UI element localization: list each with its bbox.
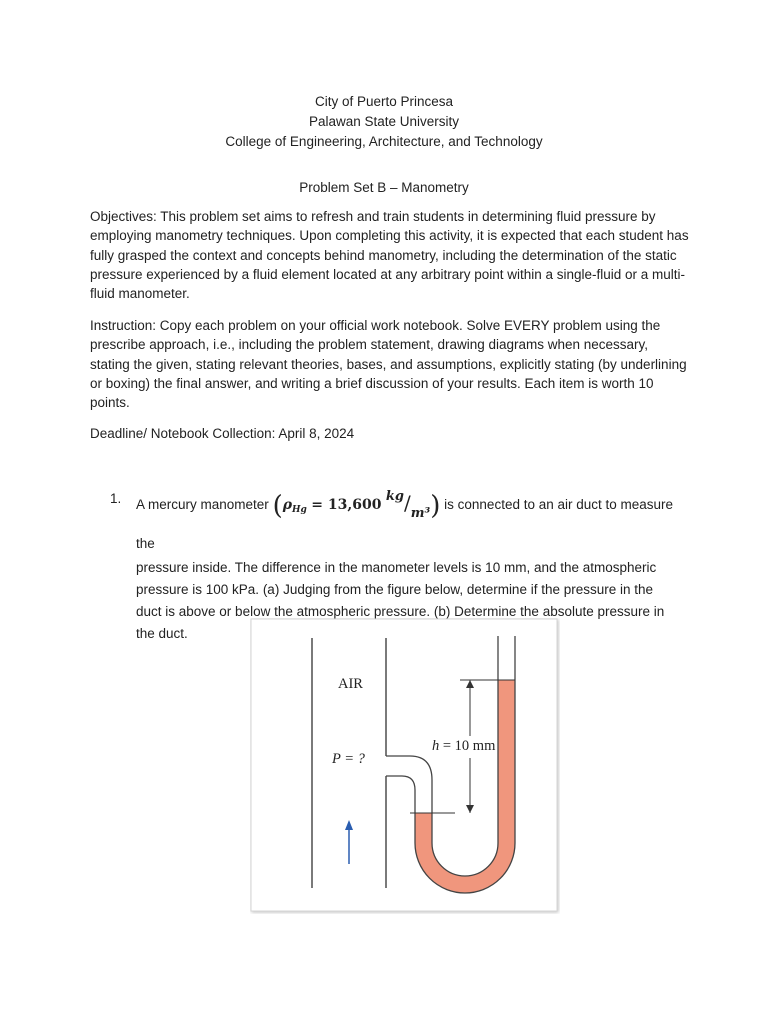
header-city: City of Puerto Princesa [314, 94, 454, 109]
problem-rest: pressure inside. The difference in the manometer levels is 10 mm, and the atmospheric pressure is 100 kPa. (a) Judging from the figure below, determine if the pressure in the duct is above or below the atmospheric pressure. (b) Determine the absolute pressure in the duct. [136, 560, 665, 641]
pressure-label: P = ? [332, 751, 365, 767]
problem-first-line [136, 482, 676, 559]
header-college: College of Engineering, Architecture, and Technology [225, 134, 543, 149]
objectives-paragraph: Objectives: This problem set aims to refresh and train students in determining fluid pressure by employing manometry techniques. Upon completing this activity, it is expected that each student has fully grasped the context and concepts behind manometry, including the determination of the static pressure experienced by a fluid element located at any arbitrary point within a single-fluid or a multi-fluid manometer. [90, 209, 689, 302]
height-value: = 10 mm [442, 738, 496, 754]
formula-value: = 13,600 [311, 497, 382, 513]
density-formula [272, 489, 441, 521]
manometer-diagram [250, 618, 560, 914]
instruction-paragraph: Instruction: Copy each problem on your official work notebook. Solve EVERY problem using the prescribe approach, i.e., including the problem statement, drawing diagrams when necessary, stating the given, stating relevant theories, bases, and assumptions, explicitly stating (by underlining or boxing) the final answer, and writing a brief discussion of your results. Each item is worth 10 points. [90, 318, 687, 411]
formula-unit-numerator: kg [385, 489, 405, 504]
height-variable: h [432, 738, 440, 754]
formula-rho: ρ [282, 497, 293, 513]
document-header [0, 92, 768, 152]
header-university: Palawan State University [308, 114, 460, 129]
manometer-figure [250, 618, 560, 914]
formula-slash: / [404, 491, 411, 515]
height-label [432, 738, 495, 755]
problem-intro: A mercury manometer [136, 497, 269, 512]
problem-number: 1. [110, 491, 122, 506]
formula-close-paren: ) [430, 491, 441, 521]
problem-after-formula: is connected to an air duct to measure the [136, 497, 674, 551]
problem-set-title: Problem Set B – Manometry [299, 180, 469, 195]
air-label: AIR [338, 676, 363, 692]
formula-unit-denominator: m³ [410, 506, 431, 521]
formula-open-paren: ( [272, 491, 283, 521]
formula-subscript: Hg [292, 505, 307, 515]
deadline-paragraph: Deadline/ Notebook Collection: April 8, 2024 [90, 426, 355, 441]
